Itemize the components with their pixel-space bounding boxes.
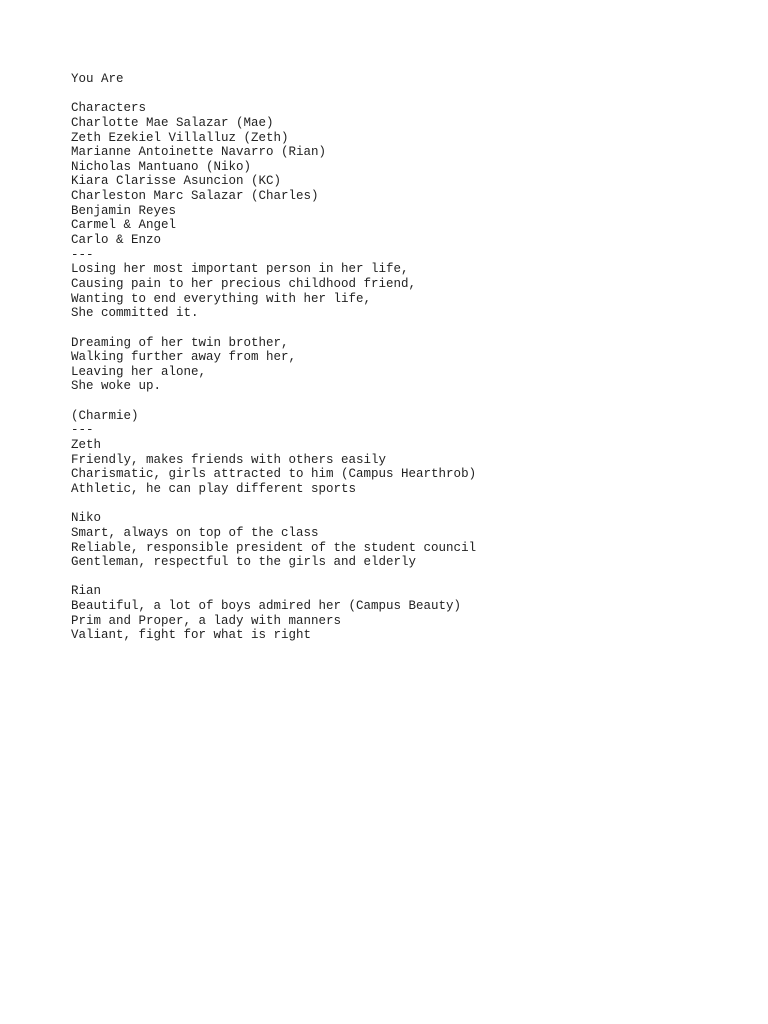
text-line: Causing pain to her precious childhood friend, [71,276,417,291]
text-line: Nicholas Mantuano (Niko) [71,159,252,174]
text-line: Marianne Antoinette Navarro (Rian) [71,145,327,160]
text-line: --- [71,423,94,438]
text-line: Niko [71,511,102,526]
text-line: Carmel & Angel [71,218,177,233]
blank-line [71,321,751,336]
text-line: Gentleman, respectful to the girls and elderly [71,555,417,570]
text-line: Dreaming of her twin brother, [71,335,289,350]
text-line: Zeth Ezekiel Villalluz (Zeth) [71,130,289,145]
text-line: --- [71,247,94,262]
text-line: Carlo & Enzo [71,233,162,248]
text-line: Charleston Marc Salazar (Charles) [71,189,319,204]
text-line: Charlotte Mae Salazar (Mae) [71,115,274,130]
text-line: She woke up. [71,379,162,394]
blank-line [71,497,751,512]
blank-line [71,570,751,585]
text-line: Benjamin Reyes [71,203,177,218]
text-line: (Charmie) [71,408,139,423]
text-line: Kiara Clarisse Asuncion (KC) [71,174,282,189]
text-line: She committed it. [71,306,199,321]
text-line: Wanting to end everything with her life, [71,291,372,306]
document-body [71,72,751,643]
text-line: Friendly, makes friends with others easily [71,452,387,467]
text-line: Beautiful, a lot of boys admired her (Campus Beauty) [71,599,462,614]
text-line: Reliable, responsible president of the student council [71,540,477,555]
text-line: Zeth [71,438,102,453]
text-line: Valiant, fight for what is right [71,628,312,643]
blank-line [71,87,751,102]
text-line: Walking further away from her, [71,350,297,365]
text-line: Charismatic, girls attracted to him (Campus Hearthrob) [71,467,477,482]
text-line: Rian [71,584,102,599]
text-line: Athletic, he can play different sports [71,481,357,496]
text-line: Leaving her alone, [71,364,207,379]
text-line: You Are [71,72,124,86]
text-line: Smart, always on top of the class [71,525,319,540]
text-line: Prim and Proper, a lady with manners [71,613,342,628]
text-line: Characters [71,101,147,116]
blank-line [71,394,751,409]
text-line: Losing her most important person in her life, [71,262,409,277]
